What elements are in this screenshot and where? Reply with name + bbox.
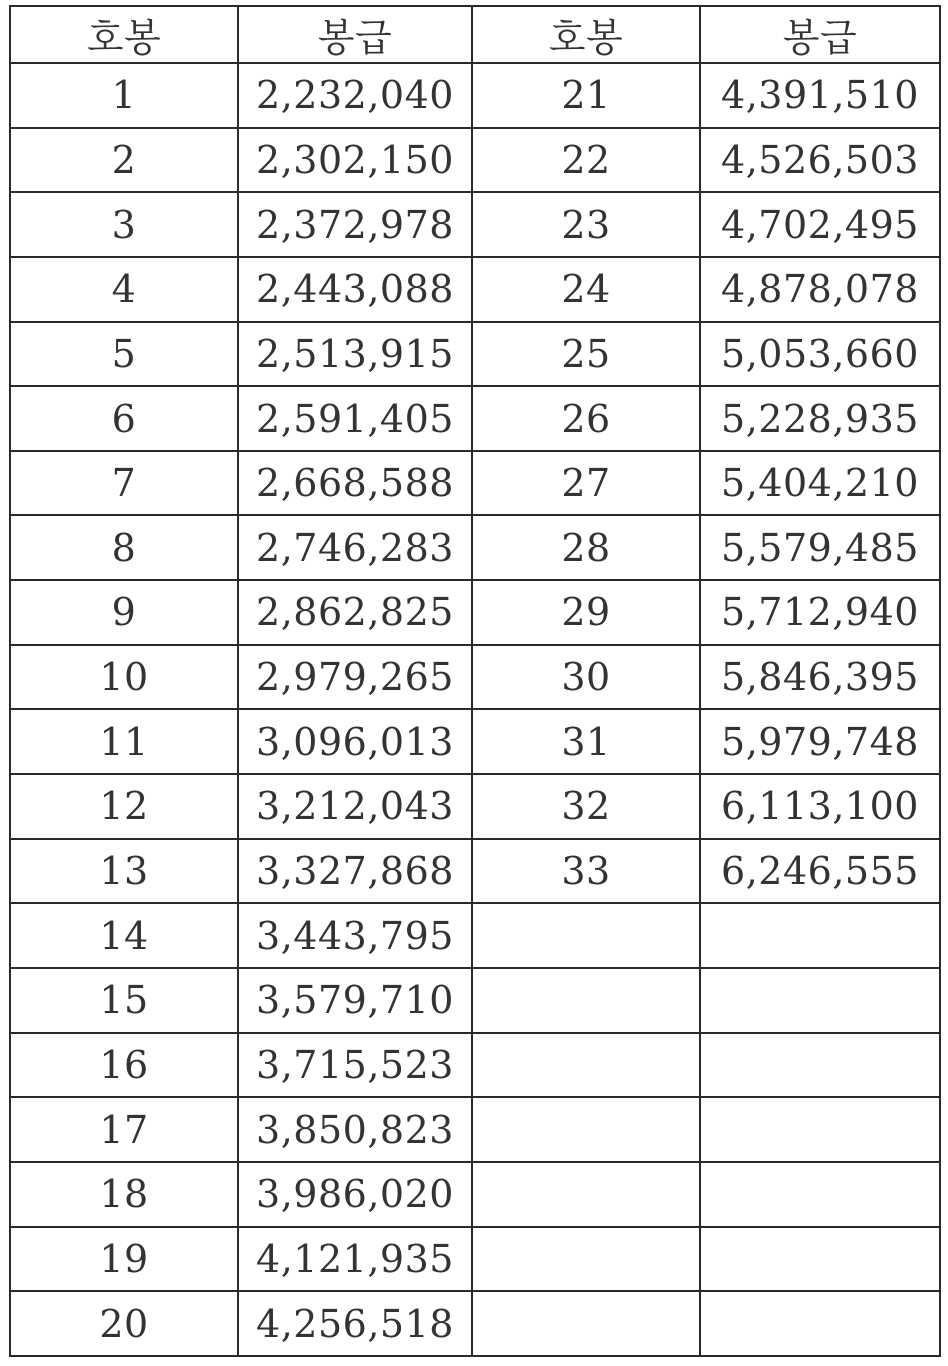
cell-pay-right [700,1033,940,1098]
table-row [10,1162,940,1227]
cell-pay-right [700,1291,940,1356]
cell-pay-left: 3,096,013 [238,709,472,774]
cell-step-right: 32 [472,774,700,839]
cell-pay-right [700,968,940,1033]
table-row [10,580,940,645]
table-row [10,1033,940,1098]
cell-step-right: 29 [472,580,700,645]
cell-pay-right: 4,702,495 [700,192,940,257]
cell-pay-left: 2,862,825 [238,580,472,645]
cell-step-right [472,1291,700,1356]
cell-pay-left: 3,212,043 [238,774,472,839]
table-row [10,63,940,128]
cell-step-right: 27 [472,451,700,516]
cell-pay-left: 2,302,150 [238,128,472,193]
cell-pay-right [700,1097,940,1162]
table-header [10,6,940,63]
table-row [10,257,940,322]
cell-pay-left: 3,850,823 [238,1097,472,1162]
table-row [10,322,940,387]
cell-step-left: 7 [10,451,238,516]
cell-step-left: 17 [10,1097,238,1162]
cell-step-left: 6 [10,386,238,451]
cell-pay-left: 2,372,978 [238,192,472,257]
cell-pay-right: 5,579,485 [700,515,940,580]
cell-step-right: 23 [472,192,700,257]
cell-pay-right [700,903,940,968]
cell-pay-right: 6,246,555 [700,839,940,904]
cell-step-right: 22 [472,128,700,193]
cell-pay-right: 6,113,100 [700,774,940,839]
cell-step-left: 9 [10,580,238,645]
header-step-right: 호봉 [472,6,700,63]
cell-step-right [472,1033,700,1098]
table-row [10,1227,940,1292]
table-row [10,968,940,1033]
cell-pay-right [700,1162,940,1227]
cell-step-right: 26 [472,386,700,451]
table-row [10,128,940,193]
cell-pay-right: 4,526,503 [700,128,940,193]
table-row [10,839,940,904]
table-row [10,451,940,516]
cell-pay-right: 4,391,510 [700,63,940,128]
header-pay-right: 봉급 [700,6,940,63]
cell-step-right [472,1162,700,1227]
table-row [10,645,940,710]
cell-step-left: 14 [10,903,238,968]
cell-pay-right: 5,979,748 [700,709,940,774]
cell-pay-right: 5,404,210 [700,451,940,516]
table-row [10,709,940,774]
cell-step-left: 12 [10,774,238,839]
cell-pay-right: 5,846,395 [700,645,940,710]
cell-pay-left: 2,979,265 [238,645,472,710]
cell-step-left: 8 [10,515,238,580]
cell-pay-left: 2,232,040 [238,63,472,128]
cell-step-left: 1 [10,63,238,128]
cell-pay-left: 3,715,523 [238,1033,472,1098]
header-pay-left: 봉급 [238,6,472,63]
cell-pay-left: 2,668,588 [238,451,472,516]
cell-step-right: 21 [472,63,700,128]
cell-step-right: 25 [472,322,700,387]
cell-pay-left: 2,513,915 [238,322,472,387]
cell-step-left: 11 [10,709,238,774]
cell-pay-left: 2,746,283 [238,515,472,580]
cell-step-right: 30 [472,645,700,710]
cell-pay-left: 2,591,405 [238,386,472,451]
cell-step-right: 33 [472,839,700,904]
cell-step-left: 19 [10,1227,238,1292]
cell-pay-left: 3,986,020 [238,1162,472,1227]
cell-pay-left: 4,121,935 [238,1227,472,1292]
cell-pay-left: 4,256,518 [238,1291,472,1356]
table-row [10,386,940,451]
cell-pay-left: 3,327,868 [238,839,472,904]
cell-step-left: 16 [10,1033,238,1098]
cell-step-left: 2 [10,128,238,193]
cell-step-left: 18 [10,1162,238,1227]
salary-step-table [9,5,941,1357]
header-row [10,6,940,63]
cell-pay-right: 4,878,078 [700,257,940,322]
cell-step-left: 3 [10,192,238,257]
cell-step-left: 10 [10,645,238,710]
header-step-left: 호봉 [10,6,238,63]
cell-pay-right: 5,712,940 [700,580,940,645]
table-row [10,774,940,839]
cell-step-right [472,1227,700,1292]
cell-step-left: 15 [10,968,238,1033]
table-row [10,1291,940,1356]
table-row [10,515,940,580]
cell-step-left: 4 [10,257,238,322]
cell-pay-right: 5,053,660 [700,322,940,387]
table-row [10,903,940,968]
cell-pay-left: 2,443,088 [238,257,472,322]
cell-step-right [472,968,700,1033]
cell-step-right [472,1097,700,1162]
cell-step-right [472,903,700,968]
cell-step-left: 13 [10,839,238,904]
cell-step-right: 24 [472,257,700,322]
cell-step-right: 28 [472,515,700,580]
cell-pay-left: 3,579,710 [238,968,472,1033]
table-body [10,63,940,1356]
cell-step-left: 20 [10,1291,238,1356]
cell-pay-right [700,1227,940,1292]
table-row [10,1097,940,1162]
cell-step-right: 31 [472,709,700,774]
table-row [10,192,940,257]
cell-pay-right: 5,228,935 [700,386,940,451]
cell-step-left: 5 [10,322,238,387]
cell-pay-left: 3,443,795 [238,903,472,968]
